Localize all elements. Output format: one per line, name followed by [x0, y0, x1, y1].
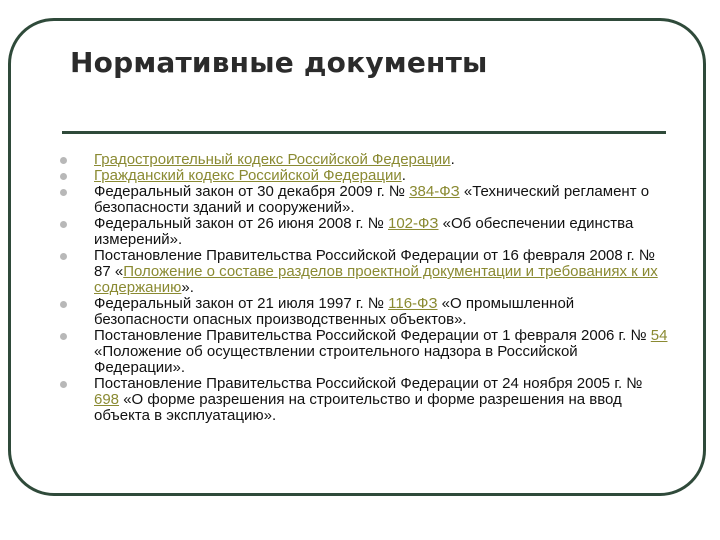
document-link[interactable]: 102-ФЗ [388, 215, 439, 232]
bullet-icon [60, 381, 67, 388]
item-text: «Положение об осуществлении строительного надзора в Российской Федерации». [94, 343, 578, 376]
document-link[interactable]: Гражданский кодекс Российской Федерации [94, 167, 402, 184]
item-text: «Об обеспечении единства измерений». [94, 215, 634, 248]
item-text: . [450, 151, 455, 168]
list-item [60, 248, 670, 296]
item-text: Федеральный закон от 26 июня 2008 г. № [94, 215, 388, 232]
list-item [60, 184, 670, 216]
list-item [60, 328, 670, 376]
list-item [60, 168, 670, 184]
item-text: Федеральный закон от 30 декабря 2009 г. № [94, 183, 410, 200]
title-divider [62, 131, 666, 134]
document-link[interactable]: 698 [94, 391, 120, 408]
item-text: . [401, 167, 406, 184]
list-item [60, 152, 670, 168]
document-list [60, 152, 670, 424]
bullet-icon [60, 301, 67, 308]
document-link[interactable]: Положение о составе разделов проектной документации и требованиях к их содержанию [94, 263, 658, 296]
item-text: Федеральный закон от 21 июля 1997 г. № [94, 295, 389, 312]
item-text: «Технический регламент о безопасности зданий и сооружений». [94, 183, 650, 216]
document-link[interactable]: Градостроительный кодекс Российской Федерации [94, 151, 451, 168]
item-text: Постановление Правительства Российской Федерации от 24 ноября 2005 г. № [94, 375, 643, 392]
document-link[interactable]: 384-ФЗ [409, 183, 460, 200]
item-text: ». [181, 279, 194, 296]
bullet-icon [60, 173, 67, 180]
list-item [60, 376, 670, 424]
item-text: Постановление Правительства Российской Федерации от 16 февраля 2008 г. № 87 « [94, 247, 655, 280]
bullet-icon [60, 189, 67, 196]
document-link[interactable]: 116-ФЗ [388, 295, 438, 312]
item-text: «О промышленной безопасности опасных производственных объектов». [94, 295, 575, 328]
bullet-icon [60, 253, 67, 260]
bullet-icon [60, 221, 67, 228]
bullet-icon [60, 157, 67, 164]
bullet-icon [60, 333, 67, 340]
page-title: Нормативные документы [70, 46, 488, 79]
document-link[interactable]: 54 [650, 327, 668, 344]
item-text: Постановление Правительства Российской Федерации от 1 февраля 2006 г. № [94, 327, 651, 344]
item-text: «О форме разрешения на строительство и форме разрешения на ввод объекта в эксплуатацию». [94, 391, 622, 424]
list-item [60, 216, 670, 248]
list-item [60, 296, 670, 328]
